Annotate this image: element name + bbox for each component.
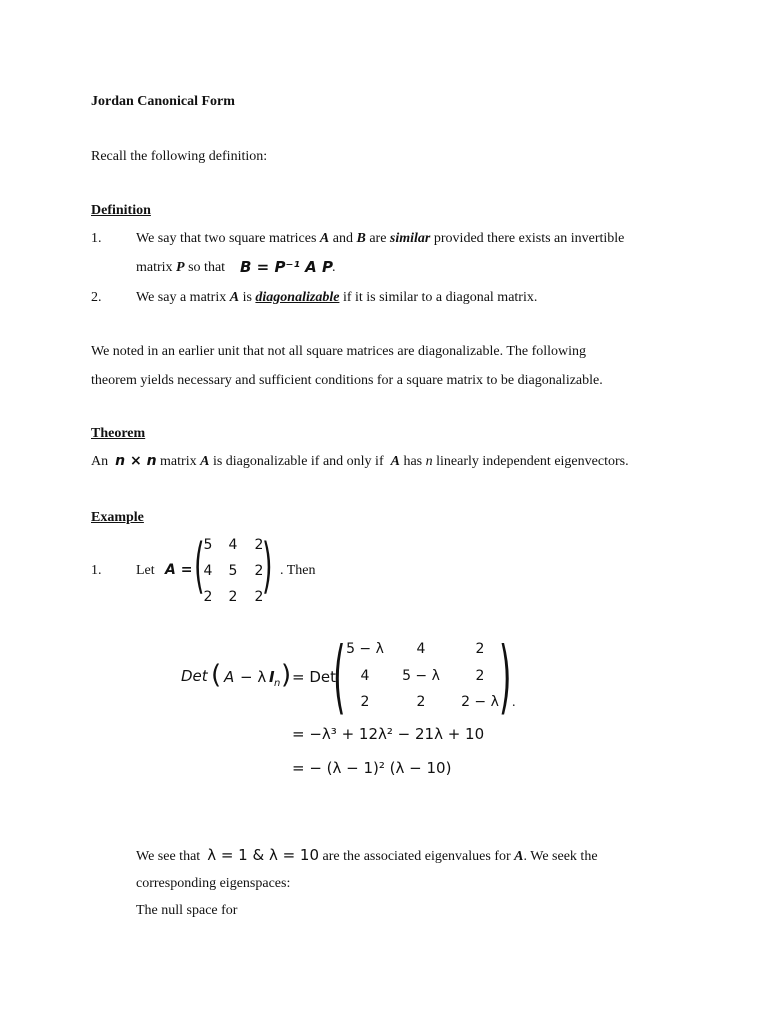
matrix-a-cell: 2: [228, 589, 238, 605]
page-title: Jordan Canonical Form: [91, 94, 235, 109]
def-item1-line2: matrix P so that: [136, 260, 226, 275]
paragraph1-line1: We noted in an earlier unit that not all square matrices are diagonalizable. The following: [91, 344, 587, 359]
eigenvalue-sentence: We see that λ = 1 & λ = 10 are the associated eigenvalues for A. We seek the: [136, 846, 598, 864]
matrix-a-left-paren: (: [194, 531, 205, 601]
matrix-a-cell: 2: [254, 537, 264, 553]
eigenspaces-line: corresponding eigenspaces:: [136, 876, 291, 891]
def-item2-line: We say a matrix A is diagonalizable if it is similar to a diagonal matrix.: [136, 290, 538, 305]
similarity-formula: B = P⁻¹ A P: [240, 258, 333, 276]
matrix-b-cell: 2: [475, 668, 485, 684]
matrix-b-cell: 4: [416, 641, 426, 657]
det-right-paren: ): [281, 660, 292, 690]
matrix-a-cell: 5: [203, 537, 213, 553]
matrix-a-cell: 4: [228, 537, 238, 553]
matrix-b-right-paren: ): [499, 630, 512, 723]
factored-polynomial: = − (λ − 1)² (λ − 10): [292, 759, 452, 777]
characteristic-polynomial: = −λ³ + 12λ² − 21λ + 10: [292, 725, 485, 743]
matrix-a-cell: 2: [203, 589, 213, 605]
det-label: Det: [181, 667, 208, 685]
example-heading: Example: [91, 510, 144, 525]
example-then: . Then: [280, 563, 316, 578]
def-item2-number: 2.: [91, 290, 102, 305]
matrix-b-period: .: [512, 695, 516, 710]
det-identity-subscript: n: [274, 678, 281, 689]
matrix-b-cell: 2: [475, 641, 485, 657]
matrix-a-right-paren: ): [262, 531, 273, 601]
matrix-b-cell: 2: [416, 694, 426, 710]
definition-heading: Definition: [91, 203, 151, 218]
matrix-a-cell: 4: [203, 563, 213, 579]
paragraph1-line2: theorem yields necessary and sufficient conditions for a square matrix to be diagonalizable.: [91, 373, 603, 388]
theorem-statement: An n × n matrix A is diagonalizable if and only if A has n linearly independent eigenvectors.: [91, 453, 629, 469]
det-identity: I: [269, 668, 275, 686]
def-item1-line1: We say that two square matrices A and B are similar provided there exists an invertible: [136, 231, 625, 246]
matrix-a-label: A =: [165, 562, 193, 578]
formula-period: .: [332, 260, 336, 275]
def-item1-number: 1.: [91, 231, 102, 246]
example-let: Let: [136, 563, 155, 578]
theorem-heading: Theorem: [91, 426, 146, 441]
matrix-b-cell: 4: [360, 668, 370, 684]
det-left-paren: (: [211, 660, 222, 690]
matrix-b-cell: 5 − λ: [402, 668, 440, 684]
recall-text: Recall the following definition:: [91, 149, 268, 164]
matrix-b-left-paren: (: [333, 630, 346, 723]
matrix-a-cell: 2: [254, 563, 264, 579]
null-space-line: The null space for: [136, 903, 238, 918]
example-number: 1.: [91, 563, 102, 578]
matrix-a-cell: 2: [254, 589, 264, 605]
matrix-b-cell: 5 − λ: [346, 641, 384, 657]
matrix-b-cell: 2: [360, 694, 370, 710]
det-matrix-a: A: [224, 668, 235, 686]
matrix-a-cell: 5: [228, 563, 238, 579]
det-equals-det: = Det: [292, 668, 336, 686]
det-minus-lambda: − λ: [240, 668, 267, 686]
matrix-b-cell: 2 − λ: [461, 694, 499, 710]
